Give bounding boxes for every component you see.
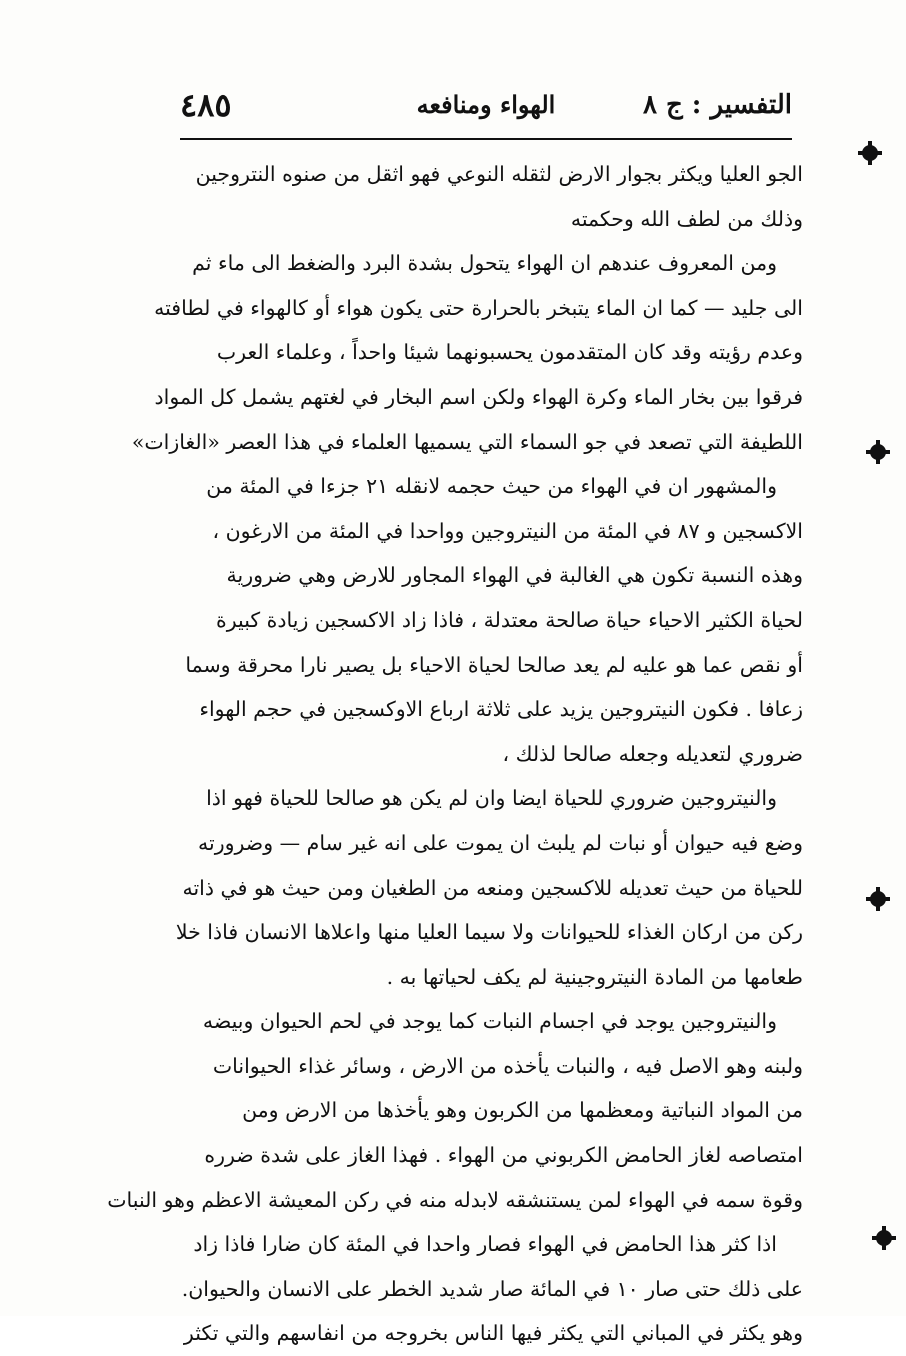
text-line: اذا كثر هذا الحامض في الهواء فصار واحدا في المئة كان ضارا فاذا زاد	[193, 1232, 777, 1257]
text-line: طعامها من المادة النيتروجينية لم يكف لحياتها به .	[386, 964, 803, 989]
body-text	[107, 152, 803, 1356]
text-line: للحياة من حيث تعديله للاكسجين ومنعه من الطغيان ومن حيث هو في ذاته	[182, 875, 803, 900]
running-head-chapter: الهواء ومنافعه	[416, 90, 556, 119]
page-number: ٤٨٥	[180, 86, 232, 124]
text-line: الاكسجين و ٨٧ في المئة من النيتروجين وواحدا في المئة من الارغون ،	[212, 518, 803, 543]
text-line: على ذلك حتى صار ١٠ في المائة صار شديد الخطر على الانسان والحيوان.	[181, 1276, 803, 1301]
text-line: ضروري لتعديله وجعله صالحا لذلك ،	[502, 741, 803, 766]
text-line: زعافا . فكون النيتروجين يزيد على ثلاثة ارباع الاوكسجين في حجم الهواء	[199, 697, 803, 722]
text-line: فرقوا بين بخار الماء وكرة الهواء ولكن اسم البخار في لغتهم يشمل كل المواد	[154, 384, 803, 409]
text-line: والنيتروجين يوجد في اجسام النبات كما يوجد في لحم الحيوان وبيضه	[202, 1009, 777, 1034]
text-line: وعدم رؤيته وقد كان المتقدمون يحسبونهما شيئا واحداً ، وعلماء العرب	[216, 340, 803, 365]
header-divider	[180, 138, 792, 140]
text-line: والمشهور ان في الهواء من حيث حجمه لانقله ٢١ جزءا في المئة من	[206, 474, 777, 499]
binding-hole-mark	[870, 444, 886, 460]
text-line: ولبنه وهو الاصل فيه ، والنبات يأخذه من الارض ، وسائر غذاء الحيوانات	[212, 1053, 803, 1078]
text-line: الى جليد — كما ان الماء يتبخر بالحرارة حتى يكون هواء أو كالهواء في لطافته	[154, 295, 803, 320]
page-header	[180, 86, 792, 132]
text-line: امتصاصه لغاز الحامض الكربوني من الهواء . فهذا الغاز على شدة ضرره	[204, 1143, 803, 1168]
text-line: أو نقص عما هو عليه لم يعد صالحا لحياة الاحياء بل يصير نارا محرقة وسما	[185, 652, 803, 677]
text-line: وهذه النسبة تكون هي الغالبة في الهواء المجاور للارض وهي ضرورية	[226, 563, 803, 588]
text-line: وقوة سمه في الهواء لمن يستنشقه لابدله منه في ركن المعيشة الاعظم وهو النبات	[107, 1187, 803, 1212]
text-line: من المواد النباتية ومعظمها من الكربون وهو يأخذها من الارض ومن	[242, 1098, 803, 1123]
binding-hole-mark	[870, 891, 886, 907]
text-line: والنيتروجين ضروري للحياة ايضا وان لم يكن هو صالحا للحياة فهو اذا	[206, 786, 777, 811]
text-line: لحياة الكثير الاحياء حياة صالحة معتدلة ، فاذا زاد الاكسجين زيادة كبيرة	[215, 607, 803, 632]
text-line: اللطيفة التي تصعد في جو السماء التي يسميها العلماء في هذا العصر «الغازات»	[131, 429, 803, 454]
running-head-book: التفسير : ج ٨	[642, 90, 792, 120]
text-line: وذلك من لطف الله وحكمته	[570, 206, 803, 231]
text-line: وضع فيه حيوان أو نبات لم يلبث ان يموت على انه غير سام — وضرورته	[198, 830, 803, 855]
binding-hole-mark	[862, 145, 878, 161]
binding-hole-mark	[876, 1230, 892, 1246]
text-line: وهو يكثر في المباني التي يكثر فيها الناس بخروجه من انفاسهم والتي تكثر	[183, 1321, 803, 1346]
text-line: ومن المعروف عندهم ان الهواء يتحول بشدة البرد والضغط الى ماء ثم	[192, 251, 777, 276]
text-line: ركن من اركان الغذاء للحيوانات ولا سيما العليا منها واعلاها الانسان فاذا خلا	[175, 920, 803, 945]
text-line: الجو العليا ويكثر بجوار الارض لثقله النوعي فهو اثقل من صنوه النتروجين	[195, 162, 803, 186]
